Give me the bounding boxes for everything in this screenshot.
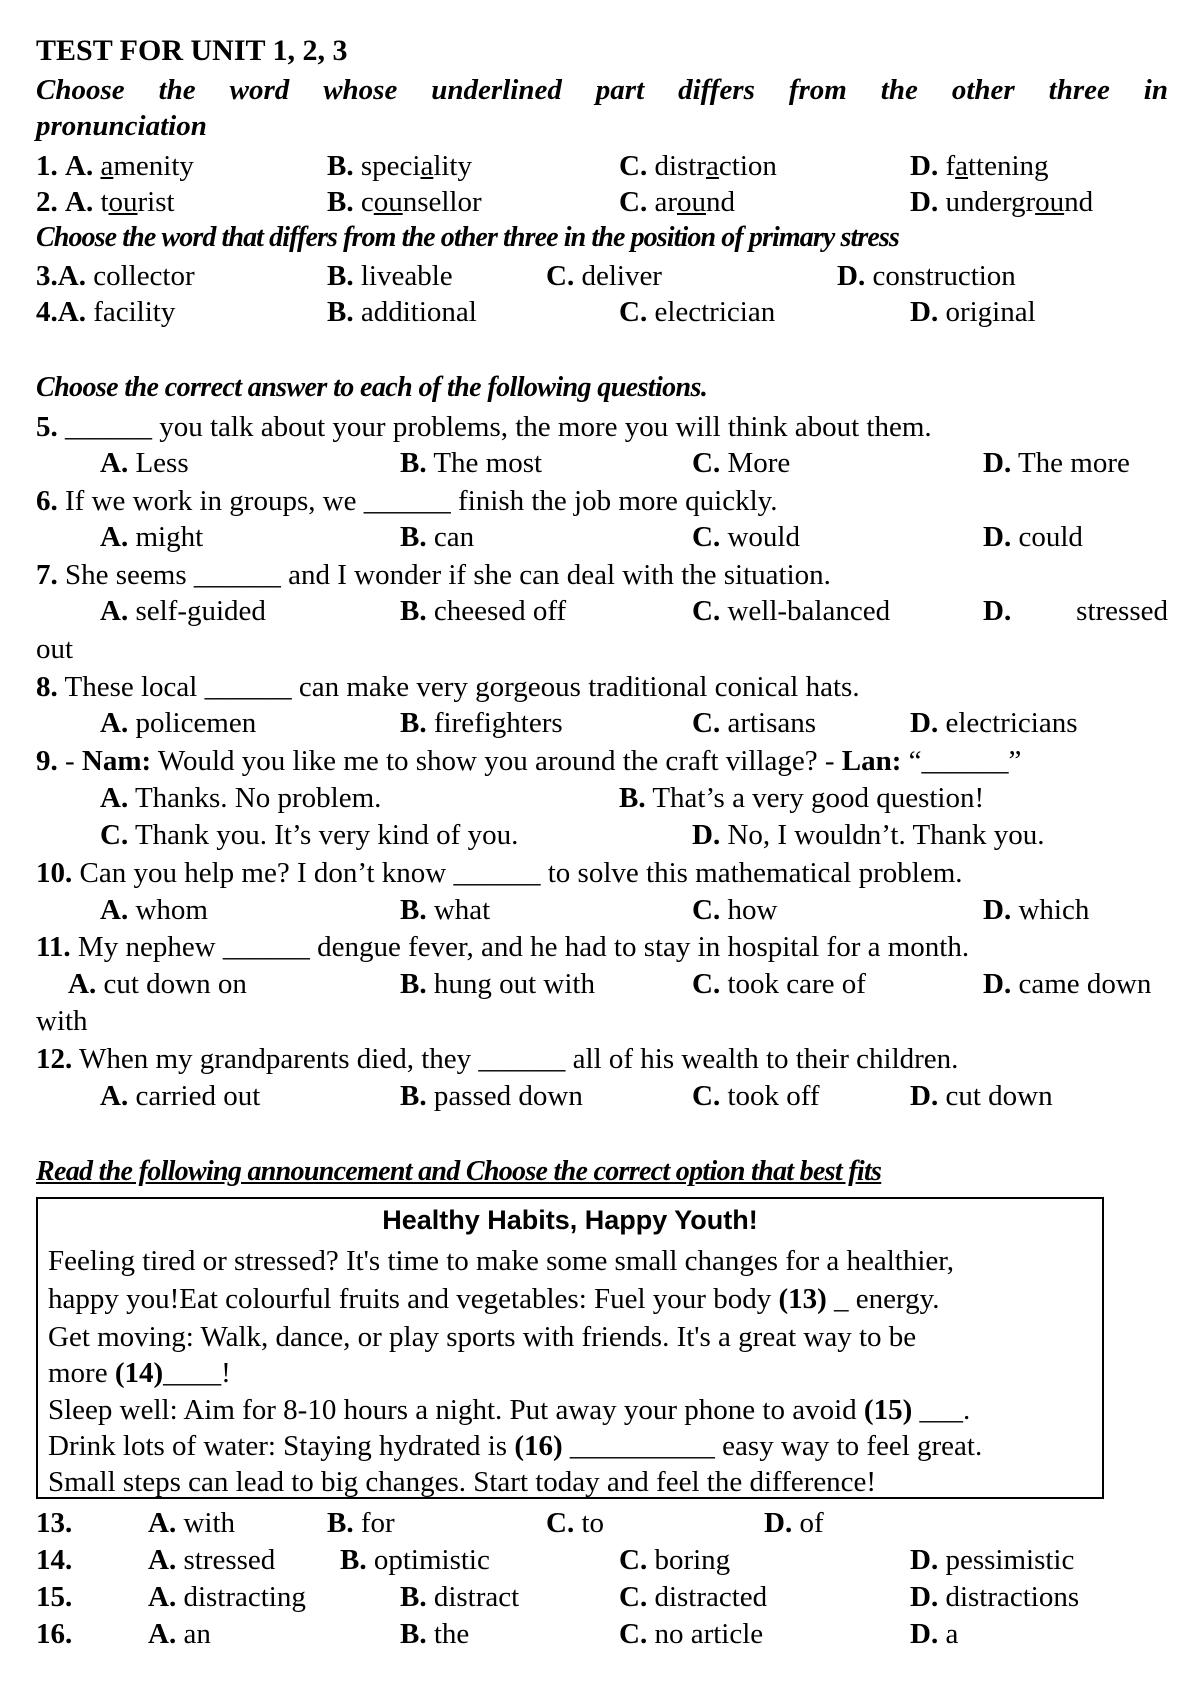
question-4-option-d: D. original [910,296,1036,328]
question-12-option-b: B. passed down [400,1080,583,1112]
question-7-option-c: C. well-balanced [692,595,891,627]
question-6-stem: 6. If we work in groups, we ______ finish the job more quickly. [36,485,778,517]
question-16-option-b: B. the [400,1618,470,1650]
question-2-option-c: C. around [619,186,735,218]
question-10-stem: 10. Can you help me? I don’t know ______ to solve this mathematical problem. [36,857,963,889]
question-13-option-d: D. of [764,1507,824,1539]
question-3-option-a: 3.A. collector [36,260,195,292]
question-4-option-c: C. electrician [619,296,776,328]
question-5-stem: 5. ______ you talk about your problems, the more you will think about them. [36,411,932,443]
question-12-option-a: A. carried out [100,1080,261,1112]
question-5-option-b: B. The most [400,447,543,479]
announcement-line-5: Sleep well: Aim for 8-10 hours a night. Put away your phone to avoid (15) ___. [48,1394,971,1426]
question-8-option-a: A. policemen [100,707,257,739]
question-5-option-d: D. The more [983,447,1130,479]
question-16-option-c: C. no article [619,1618,764,1650]
question-12-option-c: C. took off [692,1080,820,1112]
question-16-option-d: D. a [910,1618,959,1650]
question-10-option-d: D. which [983,894,1090,926]
question-15-option-c: C. distracted [619,1581,768,1613]
announcement-line-3: Get moving: Walk, dance, or play sports with friends. It's a great way to be [48,1321,917,1353]
question-15-option-a: A. distracting [148,1581,306,1613]
question-8-option-d: D. electricians [910,707,1078,739]
question-11-option-d-continuation: with [36,1005,88,1037]
question-10-option-b: B. what [400,894,491,926]
question-8-option-b: B. firefighters [400,707,563,739]
question-9-stem: 9. - Nam: Would you like me to show you around the craft village? - Lan: “______” [36,745,1022,777]
announcement-line-6: Drink lots of water: Staying hydrated is (16) __________ easy way to feel great. [48,1430,983,1462]
section-4-instruction: Read the following announcement and Choose the correct option that best fits [36,1156,882,1187]
question-15-option-b: B. distract [400,1581,520,1613]
question-7-option-b: B. cheesed off [400,595,567,627]
announcement-box [36,1197,1104,1499]
question-6-option-b: B. can [400,521,475,553]
question-9-option-d: D. No, I wouldn’t. Thank you. [692,819,1045,851]
question-6-option-c: C. would [692,521,800,553]
question-7-option-d: D. stressed [983,595,1168,627]
question-10-option-a: A. whom [100,894,208,926]
question-16-number: 16. [36,1618,73,1650]
announcement-line-2: happy you!Eat colourful fruits and vegetables: Fuel your body (13) _ energy. [48,1283,940,1315]
question-11-option-a: A. cut down on [68,968,247,1000]
section-2-instruction: Choose the word that differs from the other three in the position of primary stress [36,222,899,253]
question-2-option-b: B. counsellor [327,186,482,218]
question-5-option-a: A. Less [100,447,189,479]
question-14-option-a: A. stressed [148,1544,276,1576]
question-15-number: 15. [36,1581,73,1613]
announcement-line-4: more (14)____! [48,1357,231,1389]
question-7-option-a: A. self-guided [100,595,266,627]
question-2-option-d: D. underground [910,186,1094,218]
question-2-option-a: 2. A. tourist [36,186,175,218]
question-14-option-b: B. optimistic [340,1544,490,1576]
question-13-number: 13. [36,1507,73,1539]
question-1-option-d: D. fattening [910,150,1049,182]
question-8-option-c: C. artisans [692,707,817,739]
question-1-option-a: 1. A. amenity [36,150,194,182]
question-4-option-a: 4.A. facility [36,296,176,328]
question-10-option-c: C. how [692,894,778,926]
question-3-option-b: B. liveable [327,260,453,292]
question-8-stem: 8. These local ______ can make very gorgeous traditional conical hats. [36,671,860,703]
section-1-instruction [36,72,1168,108]
question-6-option-d: D. could [983,521,1083,553]
question-9-option-a: A. Thanks. No problem. [100,782,382,814]
question-13-option-b: B. for [327,1507,395,1539]
instruction-line-1: Choose the word whose underlined part differs from the other three in [36,74,1168,106]
question-9-option-c: C. Thank you. It’s very kind of you. [100,819,519,851]
question-1-option-b: B. speciality [327,150,472,182]
question-11-stem: 11. My nephew ______ dengue fever, and he had to stay in hospital for a month. [36,931,970,963]
question-7-stem: 7. She seems ______ and I wonder if she can deal with the situation. [36,559,831,591]
question-11-option-b: B. hung out with [400,968,595,1000]
question-15-option-d: D. distractions [910,1581,1080,1613]
question-7-option-d-continuation: out [36,633,74,665]
question-1-option-c: C. distraction [619,150,777,182]
announcement-title: Healthy Habits, Happy Youth! [382,1205,758,1235]
question-12-option-d: D. cut down [910,1080,1053,1112]
page-title: TEST FOR UNIT 1, 2, 3 [36,34,348,67]
question-6-option-a: A. might [100,521,204,553]
announcement-line-7: Small steps can lead to big changes. Start today and feel the difference! [48,1466,877,1498]
question-3-option-d: D. construction [837,260,1016,292]
question-13-option-a: A. with [148,1507,236,1539]
question-11-option-d: D. came down [983,968,1152,1000]
question-4-option-b: B. additional [327,296,477,328]
question-5-option-c: C. More [692,447,791,479]
question-14-number: 14. [36,1544,73,1576]
section-3-instruction: Choose the correct answer to each of the following questions. [36,372,708,403]
question-9-option-b: B. That’s a very good question! [619,782,985,814]
announcement-line-1: Feeling tired or stressed? It's time to make some small changes for a healthier, [48,1245,955,1277]
question-13-option-c: C. to [546,1507,605,1539]
section-1-instruction-line-2: pronunciation [36,110,207,142]
question-14-option-c: C. boring [619,1544,731,1576]
question-12-stem: 12. When my grandparents died, they ______ all of his wealth to their children. [36,1043,959,1075]
question-11-option-c: C. took care of [692,968,866,1000]
question-3-option-c: C. deliver [546,260,662,292]
question-16-option-a: A. an [148,1618,211,1650]
question-14-option-d: D. pessimistic [910,1544,1075,1576]
